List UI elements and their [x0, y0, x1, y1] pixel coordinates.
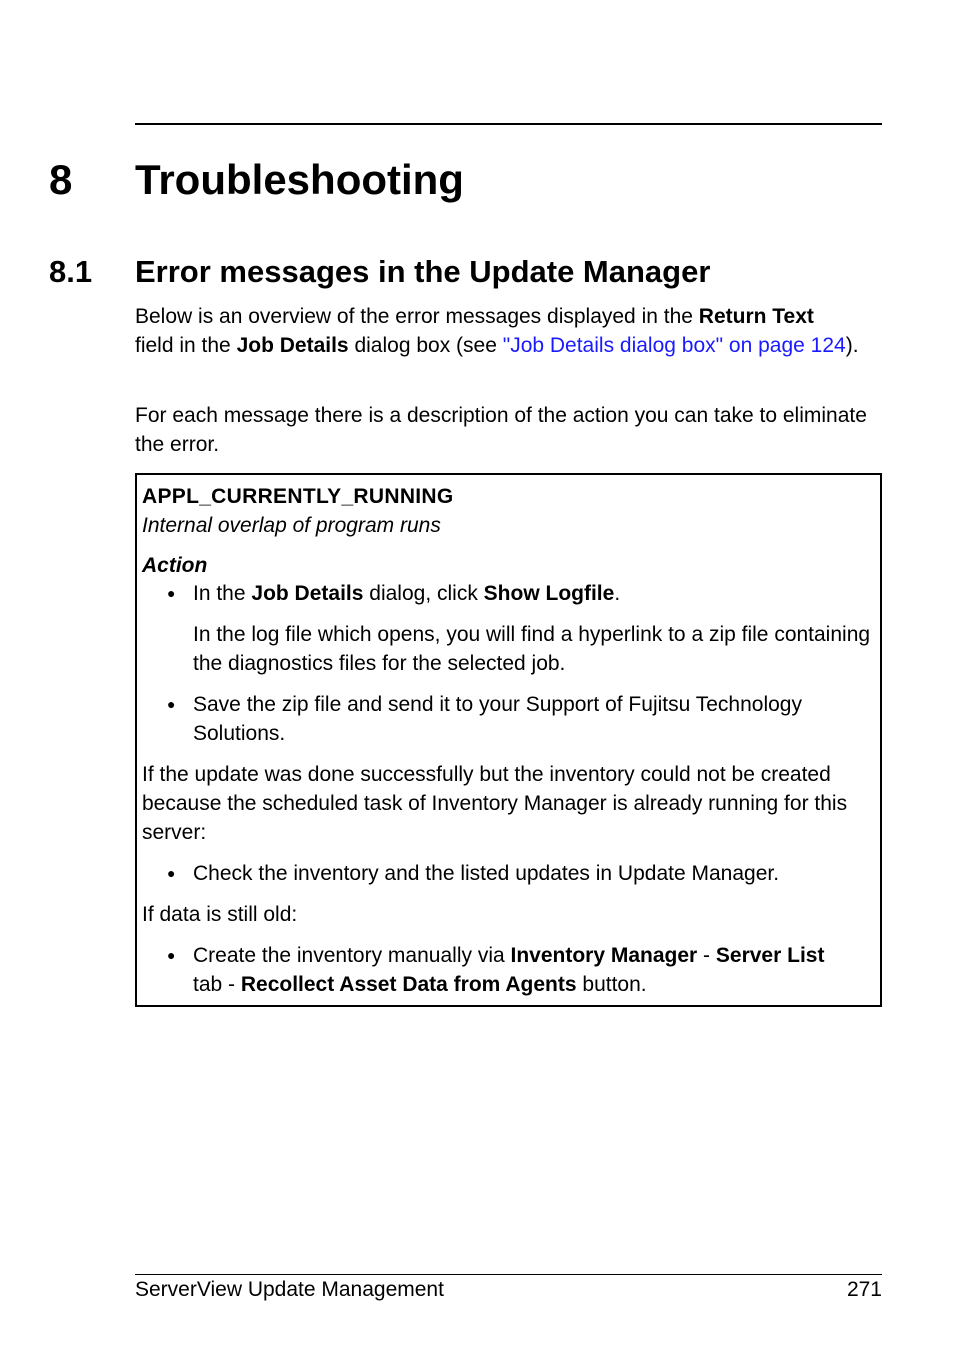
- intro-text-1: Below is an overview of the error messages displayed in the: [135, 305, 699, 328]
- bullet-icon: ●: [167, 585, 176, 601]
- footer-title: ServerView Update Management: [135, 1278, 444, 1301]
- list-item: [142, 941, 877, 999]
- bullet-icon: ●: [167, 947, 176, 963]
- box-paragraph-2: If data is still old:: [142, 903, 298, 926]
- error-message-box: [135, 473, 882, 1007]
- list-item: [142, 579, 877, 608]
- bullet-text: .: [614, 582, 621, 605]
- bullet-text: dialog, click: [363, 582, 484, 605]
- bullet-text: Save the zip file and send it to your Support of Fujitsu Technology Solutions.: [193, 693, 802, 745]
- error-description: Internal overlap of program runs: [142, 514, 441, 537]
- list-item: [142, 690, 877, 748]
- intro-paragraph-2: For each message there is a description of the action you can take to eliminate the error.: [135, 404, 867, 456]
- recollect-asset-term: Recollect Asset Data from Agents: [240, 973, 577, 996]
- job-details-link[interactable]: "Job Details dialog box" on page 124: [502, 334, 846, 357]
- intro-text-2: field in the: [135, 334, 237, 357]
- job-details-term: Job Details: [251, 582, 364, 605]
- intro-text-3: dialog box (see: [348, 334, 503, 357]
- bullet-text: tab -: [193, 973, 241, 996]
- list-item: [142, 859, 877, 888]
- bullet-icon: ●: [167, 865, 176, 881]
- section-title: Error messages in the Update Manager: [135, 254, 711, 289]
- intro-text-4: ).: [845, 334, 859, 357]
- server-list-term: Server List: [715, 944, 825, 967]
- return-text-term: Return Text: [698, 305, 814, 328]
- bullet-text: In the: [193, 582, 252, 605]
- bullet-text: Check the inventory and the listed updates in Update Manager.: [193, 862, 780, 885]
- inventory-manager-term: Inventory Manager: [510, 944, 698, 967]
- bullet-text: Create the inventory manually via: [193, 944, 511, 967]
- box-paragraph: If the update was done successfully but the inventory could not be created because the scheduled task of Inventory Manager is already running for this server:: [142, 763, 848, 844]
- error-code: APPL_CURRENTLY_RUNNING: [142, 485, 454, 508]
- bullet-text: button.: [576, 973, 647, 996]
- intro-paragraph: [135, 302, 885, 360]
- bullet-followup: In the log file which opens, you will find a hyperlink to a zip file containing the diagnostics files for the selected job.: [193, 623, 871, 675]
- show-logfile-term: Show Logfile: [483, 582, 615, 605]
- header-rule: [135, 123, 882, 125]
- action-heading: Action: [142, 554, 208, 577]
- chapter-title: Troubleshooting: [135, 156, 464, 203]
- chapter-number: 8: [49, 156, 73, 203]
- job-details-term: Job Details: [236, 334, 349, 357]
- bullet-icon: ●: [167, 696, 176, 712]
- page-number: 271: [846, 1278, 882, 1301]
- footer-rule: [135, 1274, 882, 1275]
- bullet-text: -: [697, 944, 716, 967]
- section-number: 8.1: [49, 254, 93, 289]
